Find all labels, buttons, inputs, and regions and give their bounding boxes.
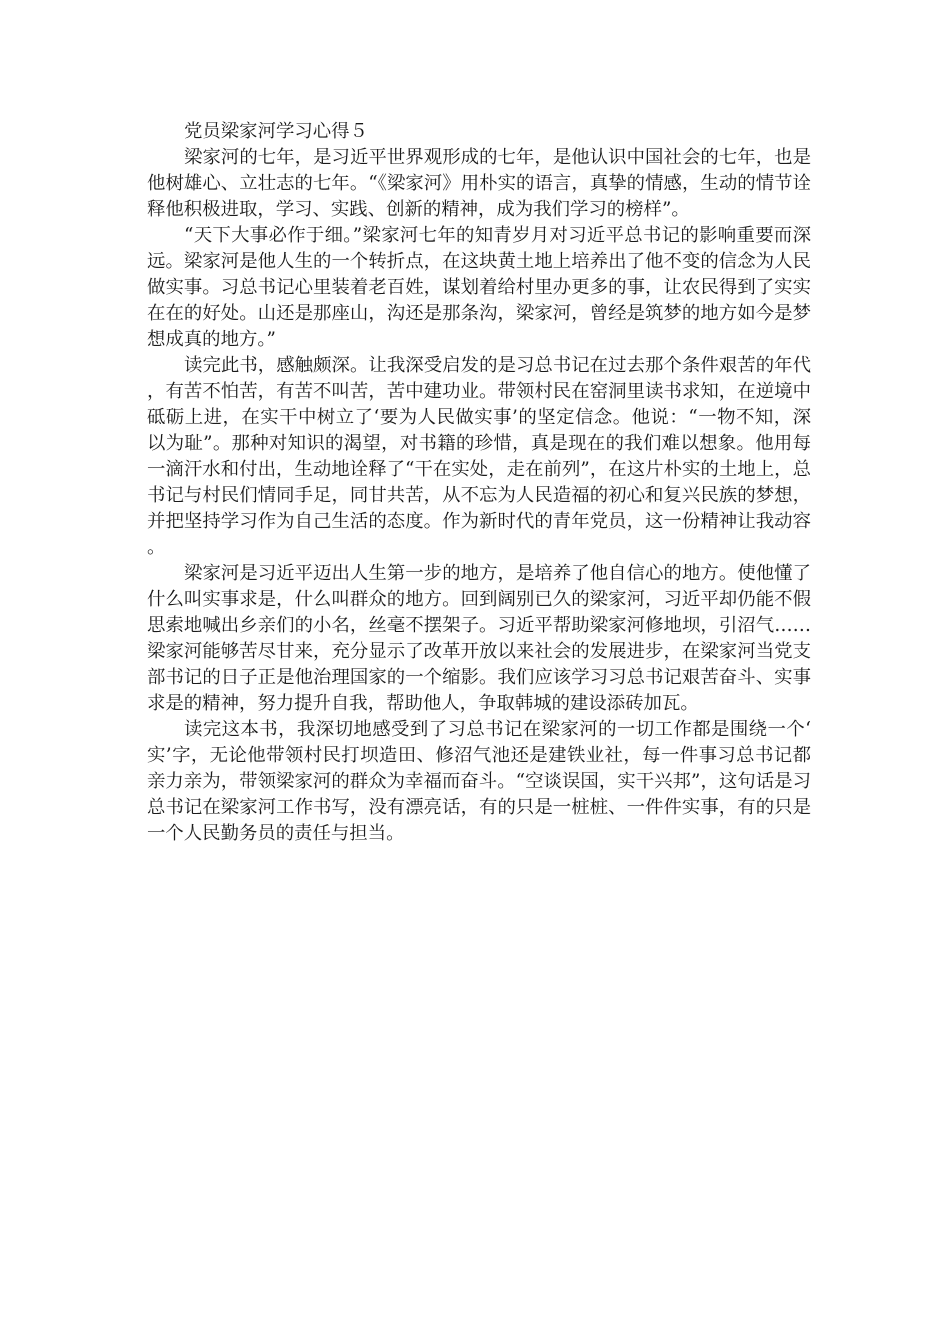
paragraph-3: 读完此书，感触颇深。让我深受启发的是习总书记在过去那个条件艰苦的年代，有苦不怕苦，有苦不叫苦，苦中建功业。带领村民在窑洞里读书求知，在逆境中砥砺上进，在实干中树立了‘要为人民做实事’的坚定信念。他说：“一物不知，深以为耻”。那种对知识的渴望，对书籍的珍惜，真是现在的我们难以想象。他用每一滴汗水和付出，生动地诠释了“干在实处，走在前列”，在这片朴实的土地上，总书记与村民们情同手足，同甘共苦，从不忘为人民造福的初心和复兴民族的梦想，并把坚持学习作为自己生活的态度。作为新时代的青年党员，这一份精神让我动容。	[147, 355, 811, 558]
paragraph-1: 梁家河的七年，是习近平世界观形成的七年，是他认识中国社会的七年，也是他树雄心、立壮志的七年。“《梁家河》用朴实的语言，真挚的情感，生动的情节诠释他积极进取，学习、实践、创新的精神，成为我们学习的榜样”。	[147, 147, 811, 220]
document-body	[147, 119, 811, 847]
paragraph-4: 梁家河是习近平迈出人生第一步的地方，是培养了他自信心的地方。使他懂了什么叫实事求是，什么叫群众的地方。回到阔别已久的梁家河，习近平却仍能不假思索地喊出乡亲们的小名，丝毫不摆架子。习近平帮助梁家河修地坝，引沼气……梁家河能够苦尽甘来，充分显示了改革开放以来社会的发展进步，在梁家河当党支部书记的日子正是他治理国家的一个缩影。我们应该学习习总书记艰苦奋斗、实事求是的精神，努力提升自我，帮助他人，争取韩城的建设添砖加瓦。	[147, 563, 811, 714]
paragraph-5: 读完这本书，我深切地感受到了习总书记在梁家河的一切工作都是围绕一个‘实’字，无论他带领村民打坝造田、修沼气池还是建铁业社，每一件事习总书记都亲力亲为，带领梁家河的群众为幸福而奋斗。“空谈误国，实干兴邦”，这句话是习总书记在梁家河工作书写，没有漂亮话，有的只是一桩桩、一件件实事，有的只是一个人民勤务员的责任与担当。	[147, 719, 811, 844]
paragraph-2: “天下大事必作于细。”梁家河七年的知青岁月对习近平总书记的影响重要而深远。梁家河是他人生的一个转折点，在这块黄土地上培养出了他不变的信念为人民做实事。习总书记心里装着老百姓，谋划着给村里办更多的事，让农民得到了实实在在的好处。山还是那座山，沟还是那条沟，梁家河，曾经是筑梦的地方如今是梦想成真的地方。”	[147, 225, 811, 350]
document-title: 党员梁家河学习心得５	[184, 121, 368, 142]
